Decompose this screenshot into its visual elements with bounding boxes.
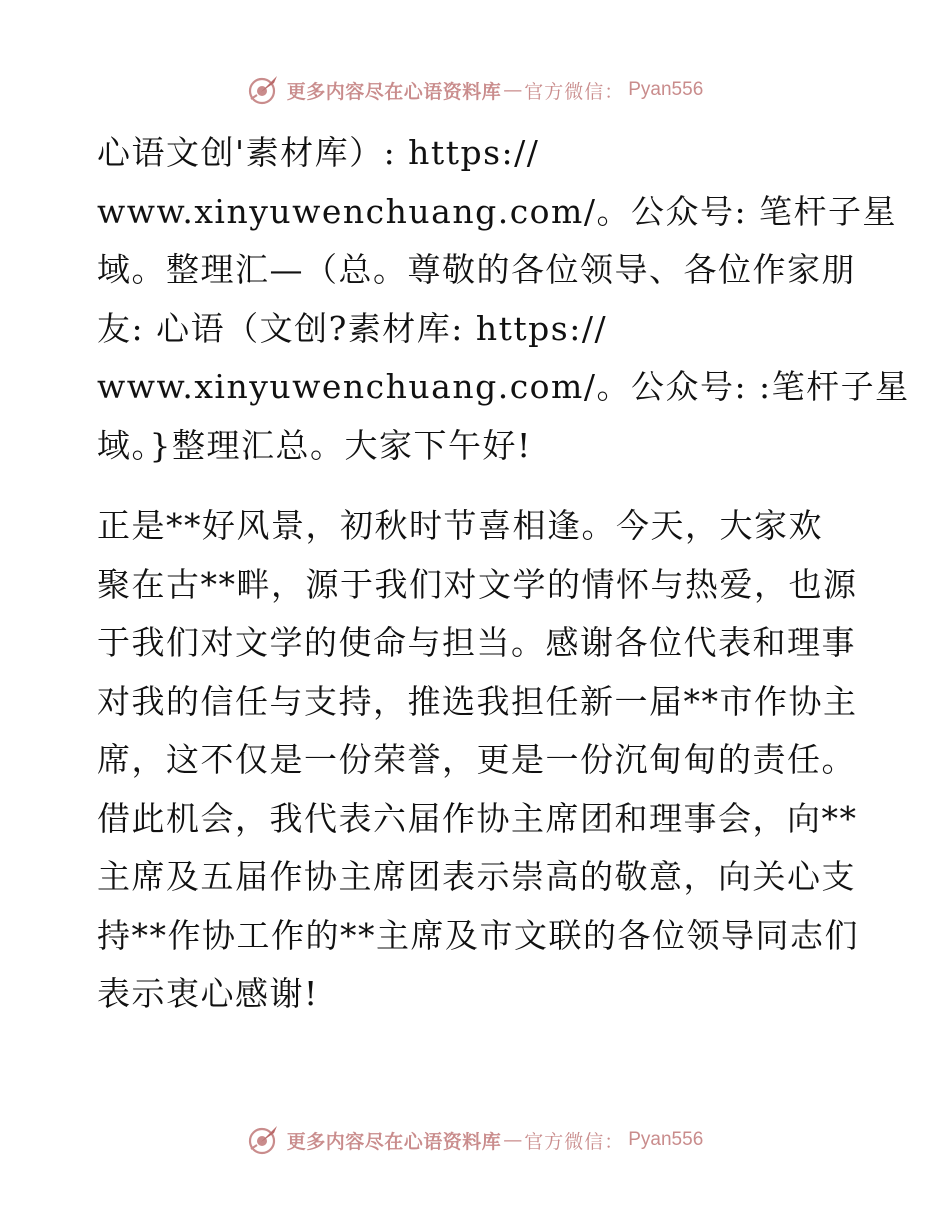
banner-title: 更多内容尽在心语资料库 (286, 1130, 502, 1153)
text-line: www.xinyuwenchuang.com/。公众号: 笔杆子星 (97, 191, 898, 231)
banner-wechat-id: Pyan556 (628, 1129, 704, 1150)
quill-logo-icon (247, 1123, 281, 1157)
text-line: 持**作协工作的**主席及市文联的各位领导同志们 (97, 915, 859, 955)
text-line: 对我的信任与支持，推选我担任新一届**市作协主 (97, 681, 858, 721)
text-line: 正是**好风景，初秋时节喜相逢。今天，大家欢 (97, 506, 823, 545)
text-line: www.xinyuwenchuang.com/。公众号: :笔杆子星 (97, 367, 910, 406)
text-line: 心语文创'素材库）: https:// (97, 133, 540, 172)
text-line: 聚在古**畔，源于我们对文学的情怀与热爱，也源 (97, 564, 858, 604)
header-banner (0, 70, 950, 110)
paragraph-1 (97, 124, 910, 475)
text-line: 主席及五届作协主席团表示崇高的敬意，向关心支 (97, 857, 856, 896)
paragraph-2 (97, 497, 857, 1024)
text-line: 域。整理汇—（总。尊敬的各位领导、各位作家朋 (97, 250, 856, 289)
banner-title: 更多内容尽在心语资料库 (286, 80, 502, 103)
banner-wechat-id: Pyan556 (628, 79, 704, 100)
text-line: 友: 心语（文创?素材库: https:// (97, 308, 608, 348)
banner-wechat-label: 官方微信： (524, 1130, 625, 1153)
banner-dash: — (503, 1129, 523, 1151)
quill-logo-icon (247, 73, 281, 107)
text-line: 表示衷心感谢! (97, 974, 319, 1013)
text-line: 于我们对文学的使命与担当。感谢各位代表和理事 (97, 623, 856, 662)
banner-wechat-label: 官方微信： (524, 80, 625, 103)
text-line: 域。}整理汇总。大家下午好! (97, 425, 532, 465)
footer-banner (0, 1120, 950, 1160)
text-line: 借此机会，我代表六届作协主席团和理事会，向** (97, 798, 858, 838)
banner-dash: — (503, 79, 523, 101)
document-body (97, 124, 910, 1024)
text-line: 席，这不仅是一份荣誉，更是一份沉甸甸的责任。 (97, 740, 856, 779)
